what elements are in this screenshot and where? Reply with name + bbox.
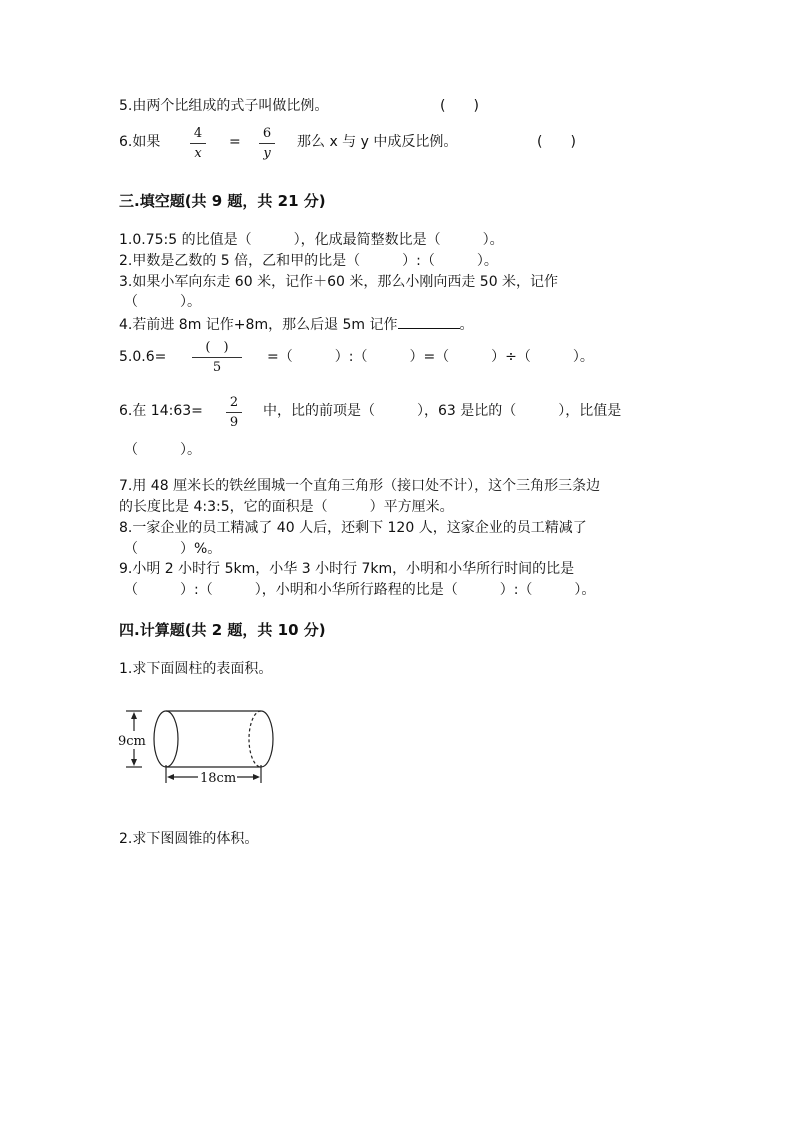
- judge-q5-answer-paren[interactable]: ( ): [440, 98, 479, 114]
- fill-q5-fraction: ( ) 5: [192, 340, 242, 375]
- judge-q6-suffix: 那么 x 与 y 中成反比例。: [297, 134, 458, 150]
- fill-q3-line1: 3.如果小军向东走 60 米，记作＋60 米，那么小刚向西走 50 米，记作: [119, 274, 559, 290]
- length-label: 18cm: [200, 771, 237, 786]
- judge-q6-fraction-6-over-y: 6 y: [259, 126, 275, 161]
- fill-q6-fraction-2-over-9: 2 9: [226, 395, 242, 430]
- section3-heading: 三.填空题(共 9 题，共 21 分): [119, 192, 326, 210]
- fill-q4-text: 4.若前进 8m 记作+8m，那么后退 5m 记作: [119, 317, 398, 333]
- fill-q8-line1: 8.一家企业的员工精减了 40 人后，还剩下 120 人，这家企业的员工精减了: [119, 520, 587, 536]
- fill-q7-line1: 7.用 48 厘米长的铁丝围城一个直角三角形（接口处不计），这个三角形三条边: [119, 478, 601, 494]
- cylinder-right-arc-front: [261, 711, 273, 767]
- fill-q1: 1.0.75:5 的比值是（ ），化成最简整数比是（ ）。: [119, 232, 504, 248]
- calc-q2: 2.求下图圆锥的体积。: [119, 831, 259, 847]
- judge-q6-answer-paren[interactable]: ( ): [537, 134, 576, 150]
- fill-q7-line2: 的长度比是 4:3:5，它的面积是（ ）平方厘米。: [119, 499, 454, 515]
- length-arrowhead-left: [167, 774, 174, 780]
- fill-q5-prefix: 5.0.6=: [119, 349, 167, 365]
- fill-q9-line1: 9.小明 2 小时行 5km，小华 3 小时行 7km，小明和小华所行时间的比是: [119, 561, 575, 577]
- section4-heading: 四.计算题(共 2 题，共 10 分): [119, 621, 326, 639]
- fill-q3-line2: （ ）。: [124, 294, 201, 310]
- fill-q8-line2: （ ）%。: [124, 541, 222, 557]
- fill-q6-tail: （ ）。: [124, 442, 201, 458]
- judge-q5-text: 5.由两个比组成的式子叫做比例。: [119, 98, 329, 114]
- height-arrowhead-up: [131, 712, 137, 719]
- fill-q6-suffix: 中，比的前项是（ ），63 是比的（ ），比值是: [263, 403, 622, 419]
- fill-q4-end: 。: [459, 317, 474, 333]
- cylinder-diagram: [115, 703, 285, 793]
- cylinder-right-arc-hidden: [249, 711, 261, 767]
- height-label: 9cm: [118, 734, 146, 749]
- fill-q9-line2: （ ）:（ ），小明和小华所行路程的比是（ ）:（ ）。: [124, 582, 596, 598]
- calc-q1: 1.求下面圆柱的表面积。: [119, 661, 273, 677]
- length-arrowhead-right: [253, 774, 260, 780]
- fill-q6-prefix: 6.在 14:63=: [119, 403, 203, 419]
- fill-q5-suffix: =（ ）:（ ）=（ ）÷（ ）。: [267, 349, 594, 365]
- fill-q2: 2.甲数是乙数的 5 倍，乙和甲的比是（ ）:（ ）。: [119, 253, 498, 269]
- height-arrowhead-down: [131, 759, 137, 766]
- fill-q4: [119, 314, 474, 334]
- judge-q6-equals: =: [229, 134, 241, 150]
- judge-q6-fraction-4-over-x: 4 x: [190, 126, 206, 161]
- cylinder-left-base: [154, 711, 178, 767]
- judge-q6-prefix: 6.如果: [119, 134, 161, 150]
- fill-q4-blank[interactable]: [398, 314, 460, 329]
